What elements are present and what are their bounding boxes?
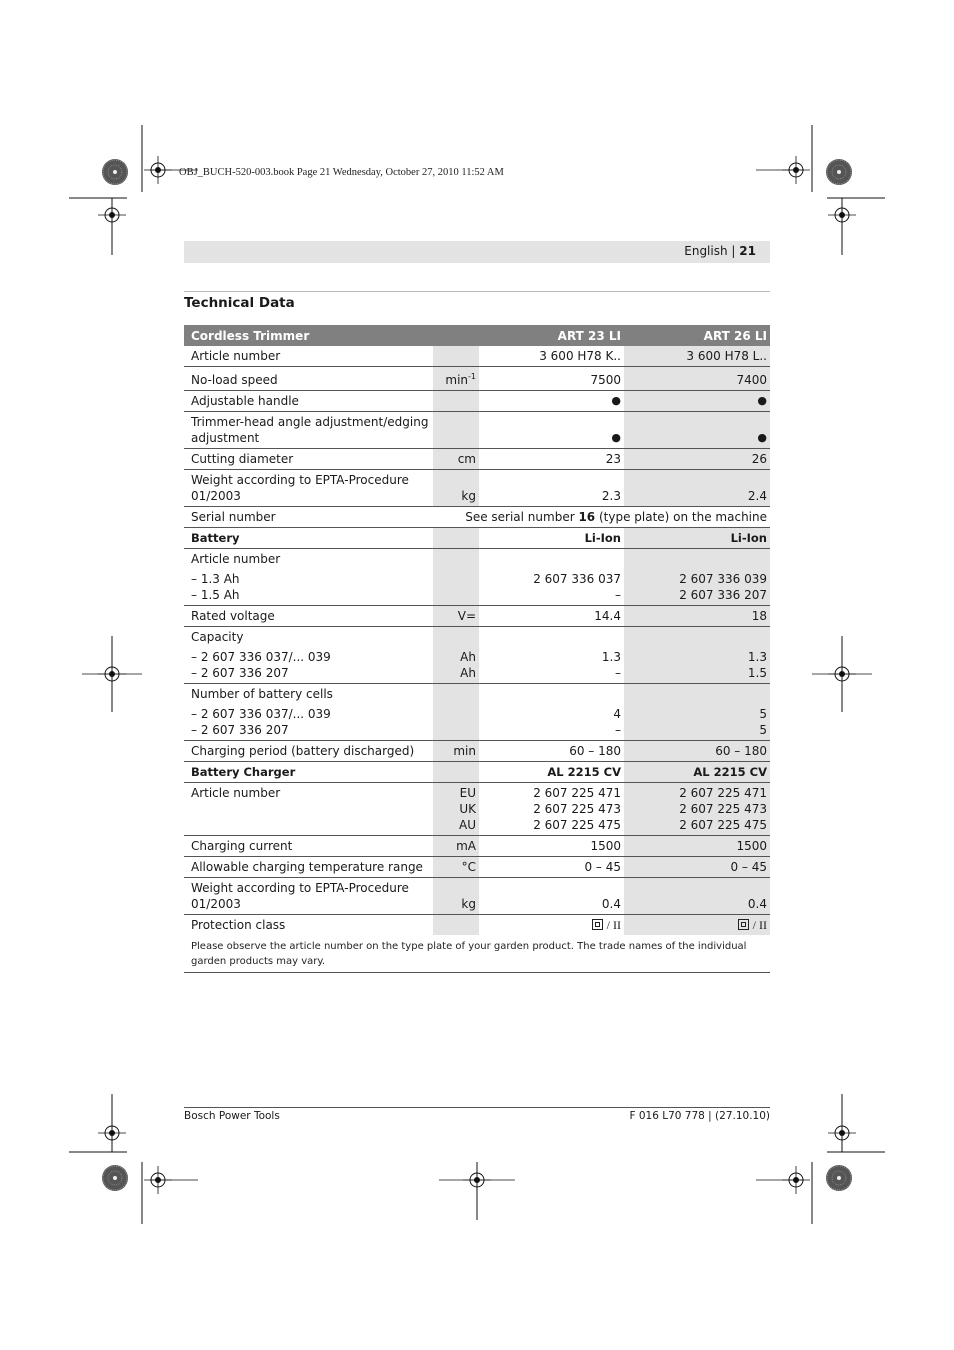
charger-header-row: Battery Charger AL 2215 CV AL 2215 CV [184, 762, 770, 783]
table-note-row [184, 935, 770, 973]
bullet-icon: ● [624, 391, 770, 412]
column-header: ART 26 LI [624, 325, 770, 346]
table-row: Adjustable handle ● ● [184, 391, 770, 412]
battery-header-row: Battery Li-Ion Li-Ion [184, 528, 770, 549]
table-row: Number of battery cells – 2 607 336 037/... 039 – 2 607 336 207 4 – 5 5 [184, 684, 770, 741]
table-row: Weight according to EPTA-Procedure 01/2003 kg 2.3 2.4 [184, 470, 770, 507]
table-row: Cutting diameter cm 23 26 [184, 449, 770, 470]
table-row: Weight according to EPTA-Procedure 01/2003 kg 0.4 0.4 [184, 878, 770, 915]
table-row: Capacity – 2 607 336 037/... 039 – 2 607 336 207 Ah Ah 1.3 – 1.3 1.5 [184, 627, 770, 684]
table-row: Article number 3 600 H78 K.. 3 600 H78 L.. [184, 346, 770, 367]
table-row: Charging period (battery discharged) min 60 – 180 60 – 180 [184, 741, 770, 762]
top-rule [184, 291, 770, 292]
table-row: Charging current mA 1500 1500 [184, 836, 770, 857]
table-row: Serial number See serial number 16 (type plate) on the machine [184, 507, 770, 528]
footer-doc-number: F 016 L70 778 | (27.10.10) [629, 1110, 770, 1122]
table-row: Article number – 1.3 Ah – 1.5 Ah 2 607 336 037 – 2 607 336 039 2 607 336 207 [184, 549, 770, 606]
footer-rule [184, 1107, 770, 1108]
column-header [433, 325, 479, 346]
table-row: Allowable charging temperature range °C 0 – 45 0 – 45 [184, 857, 770, 878]
table-row: Protection class / II / II [184, 915, 770, 936]
header-language: English | 21 [684, 244, 756, 258]
page-number: 21 [739, 244, 756, 258]
table-header-row [184, 325, 770, 346]
protection-class-icon [738, 919, 749, 930]
table-row: Rated voltage V= 14.4 18 [184, 606, 770, 627]
protection-class-icon [592, 919, 603, 930]
table-row: No-load speed $\min^{-1}$ 7500 7400 [184, 367, 770, 391]
bullet-icon: ● [624, 412, 770, 449]
print-info: OBJ_BUCH-520-003.book Page 21 Wednesday, October 27, 2010 11:52 AM [179, 167, 504, 178]
page-header [184, 241, 770, 263]
bullet-icon: ● [479, 391, 624, 412]
bullet-icon: ● [479, 412, 624, 449]
section-title: Technical Data [184, 295, 295, 311]
table-note: Please observe the article number on the type plate of your garden product. The trade names of the individual garden products may vary. [191, 941, 747, 967]
column-header: Cordless Trimmer [184, 325, 433, 346]
serial-number-value: See serial number 16 (type plate) on the machine [433, 507, 770, 528]
technical-data-table [184, 325, 770, 973]
column-header: ART 23 LI [479, 325, 624, 346]
footer-brand: Bosch Power Tools [184, 1110, 280, 1122]
table-row: Trimmer-head angle adjustment/edging adjustment ● ● [184, 412, 770, 449]
table-row: Article number EU UK AU 2 607 225 471 2 607 225 473 2 607 225 475 2 607 225 471 2 607 225 473 2 607 225 475 [184, 783, 770, 836]
